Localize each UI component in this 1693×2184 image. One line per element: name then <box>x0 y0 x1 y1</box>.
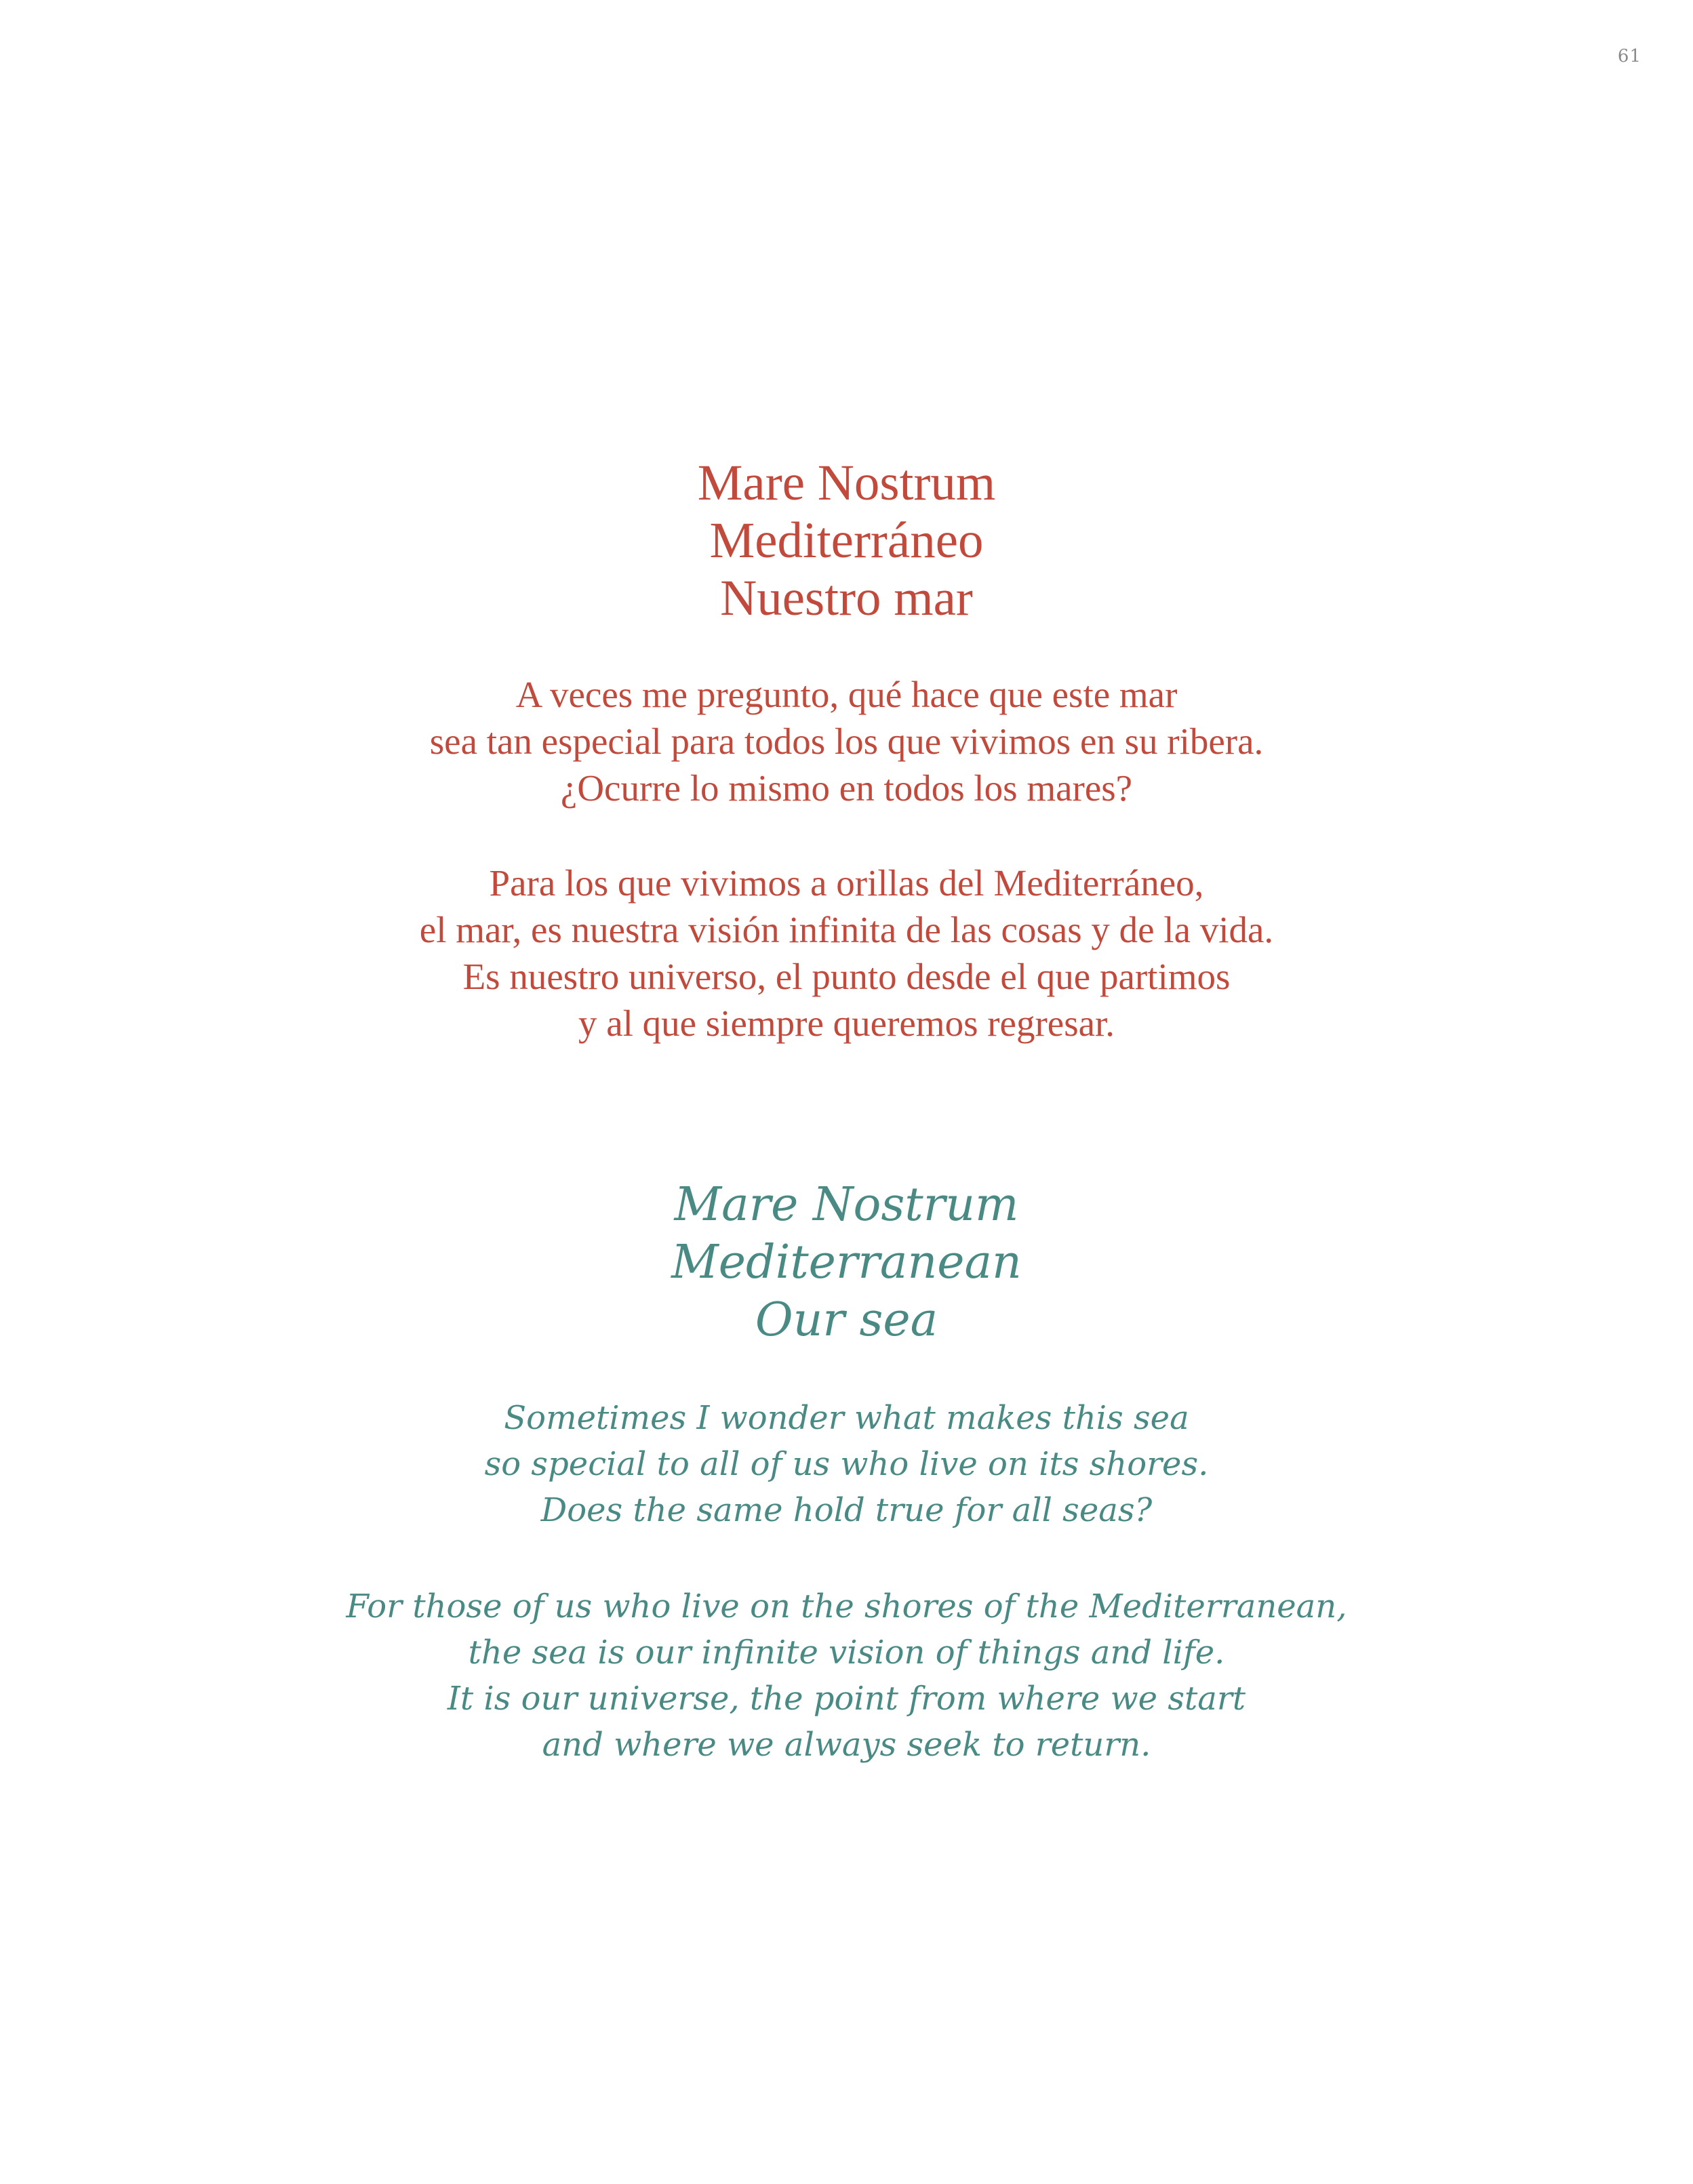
english-text-line: the sea is our infinite vision of things and life. <box>468 1634 1225 1672</box>
spanish-title-line: Nuestro mar <box>720 570 973 626</box>
english-paragraph-2 <box>0 1583 1693 1768</box>
english-text-line: and where we always seek to return. <box>542 1726 1151 1764</box>
spanish-title <box>0 454 1693 627</box>
english-paragraph-1 <box>0 1395 1693 1533</box>
english-text-line: It is our universe, the point from where we start <box>447 1680 1246 1718</box>
spanish-text-line: ¿Ocurre lo mismo en todos los mares? <box>560 767 1133 809</box>
english-text-line: so special to all of us who live on its shores. <box>484 1445 1209 1483</box>
page-number: 61 <box>1617 46 1641 66</box>
spanish-title-line: Mediterráneo <box>709 512 984 569</box>
spanish-paragraph-1 <box>0 671 1693 811</box>
spanish-text-line: y al que siempre queremos regresar. <box>578 1003 1115 1044</box>
english-text-line: For those of us who live on the shores of the Mediterranean, <box>346 1588 1347 1625</box>
spanish-text-line: Es nuestro universo, el punto desde el que partimos <box>462 956 1231 997</box>
english-title <box>0 1176 1693 1349</box>
spanish-title-line: Mare Nostrum <box>697 455 996 511</box>
english-title-line: Mediterranean <box>671 1236 1022 1289</box>
english-text-line: Sometimes I wonder what makes this sea <box>504 1399 1189 1437</box>
spanish-text-line: sea tan especial para todos los que vivimos en su ribera. <box>429 721 1264 762</box>
spanish-text-line: A veces me pregunto, qué hace que este mar <box>515 674 1178 715</box>
spanish-text-line: Para los que vivimos a orillas del Mediterráneo, <box>489 862 1204 904</box>
english-text-line: Does the same hold true for all seas? <box>540 1491 1153 1529</box>
english-title-line: Our sea <box>755 1293 938 1347</box>
spanish-text-line: el mar, es nuestra visión infinita de las cosas y de la vida. <box>419 909 1274 950</box>
spanish-paragraph-2 <box>0 860 1693 1047</box>
english-title-line: Mare Nostrum <box>674 1178 1019 1232</box>
